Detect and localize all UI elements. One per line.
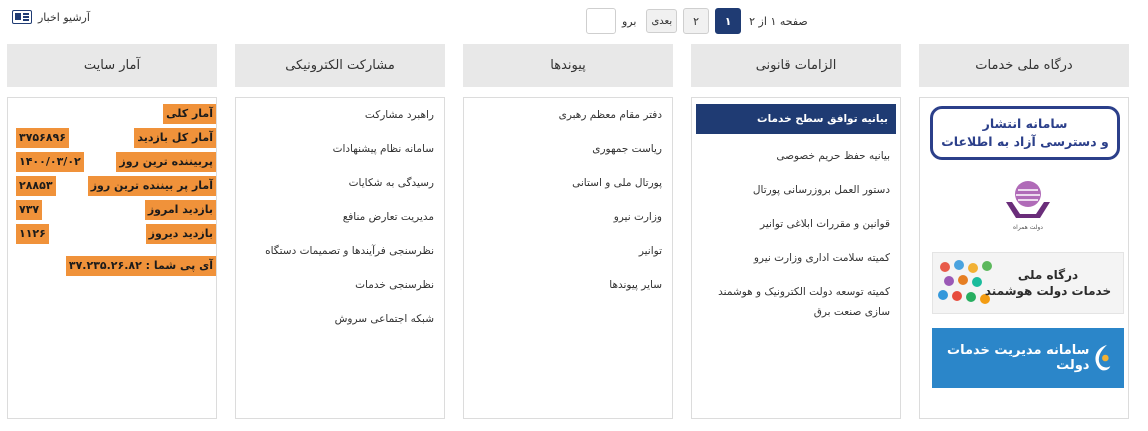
stats-heading: آمار کلی: [163, 104, 216, 124]
list-item[interactable]: بیانیه حفظ حریم خصوصی: [776, 150, 890, 162]
participation-list-panel: [235, 97, 445, 419]
smart-banner-line2: خدمات دولت هوشمند: [984, 284, 1112, 298]
column-title: مشارکت الکترونیکی: [235, 44, 445, 87]
column-site-stats: [7, 44, 217, 419]
list-item[interactable]: دفتر مقام معظم رهبری: [558, 109, 662, 121]
smart-government-banner[interactable]: [932, 252, 1124, 314]
stat-label: بازدید امروز: [145, 200, 216, 220]
list-item[interactable]: سایر پیوندها: [609, 279, 662, 291]
column-title: پیوندها: [463, 44, 673, 87]
legal-list: [692, 98, 900, 322]
column-e-participation: [235, 44, 445, 419]
swirl-logo-icon: [1089, 338, 1114, 378]
goto-page-input[interactable]: [586, 8, 616, 34]
stat-label: پربیننده ترین روز: [116, 152, 216, 172]
banner-panel: [919, 97, 1129, 419]
ip-row: [8, 256, 216, 276]
list-item[interactable]: دستور العمل بروزرسانی پورتال: [752, 184, 890, 196]
list-item[interactable]: بیانیه توافق سطح خدمات: [696, 104, 896, 134]
stat-row: [8, 176, 216, 196]
stat-value: ۲۸۸۵۳: [16, 176, 56, 196]
stat-row: [8, 128, 216, 148]
list-item[interactable]: شبکه اجتماعی سروش: [334, 313, 434, 325]
stat-value: ۳۷۵۶۸۹۶: [16, 128, 69, 148]
stat-label: آمار پر بیننده ترین روز: [88, 176, 216, 196]
stat-value: ۱۱۲۶: [16, 224, 49, 244]
stat-value: ۱۴۰۰/۰۳/۰۲: [16, 152, 84, 172]
stat-label: بازدید دیروز: [146, 224, 216, 244]
list-item[interactable]: قوانین و مقررات ابلاغی توانیر: [760, 218, 890, 230]
news-archive-link[interactable]: [12, 10, 90, 24]
newspaper-icon: [12, 10, 32, 24]
stat-row: [8, 200, 216, 220]
participation-list: [236, 98, 444, 329]
list-item[interactable]: ریاست جمهوری: [592, 143, 662, 155]
next-page-button[interactable]: بعدی: [646, 9, 677, 33]
links-list-panel: [463, 97, 673, 419]
list-item[interactable]: پورتال ملی و استانی: [572, 177, 662, 189]
list-item[interactable]: راهبرد مشارکت: [364, 109, 434, 121]
news-archive-label: آرشیو اخبار: [38, 10, 90, 24]
list-item[interactable]: مدیریت تعارض منافع: [342, 211, 434, 223]
column-links: [463, 44, 673, 419]
stats-heading-row: [8, 104, 216, 124]
list-item[interactable]: کمیته توسعه دولت الکترونیک و هوشمند سازی صنعت برق: [718, 286, 890, 318]
mobile-government-banner[interactable]: [1000, 178, 1056, 238]
stat-label: آمار کل بازدید: [134, 128, 216, 148]
mobile-government-logo-icon: [1000, 178, 1056, 222]
foia-banner[interactable]: [930, 106, 1120, 160]
foia-banner-line1: سامانه انتشار: [982, 116, 1068, 131]
page-1-button[interactable]: ۱: [715, 8, 741, 34]
column-national-portal: [919, 44, 1129, 419]
list-item[interactable]: کمیته سلامت اداری وزارت نیرو: [753, 252, 890, 264]
list-item[interactable]: توانیر: [638, 245, 662, 257]
stat-row: [8, 224, 216, 244]
links-list: [464, 98, 672, 295]
stats-list: [8, 98, 216, 276]
legal-list-panel: [691, 97, 901, 419]
goto-label[interactable]: برو: [622, 14, 637, 28]
list-item[interactable]: نظرسنجی فرآیندها و تصمیمات دستگاه: [265, 245, 434, 257]
page-info: صفحه ۱ از ۲: [749, 14, 808, 28]
smart-banner-line1: درگاه ملی: [1017, 268, 1079, 282]
stats-panel: [7, 97, 217, 419]
government-services-management-banner[interactable]: [932, 328, 1124, 388]
column-title: الزامات قانونی: [691, 44, 901, 87]
column-title: آمار سایت: [7, 44, 217, 87]
stat-value: ۷۳۷: [16, 200, 42, 220]
page-2-button[interactable]: ۲: [683, 8, 709, 34]
foia-banner-line2: و دسترسی آزاد به اطلاعات: [941, 134, 1109, 149]
gsm-banner-text: سامانه مدیریت خدمات دولت: [947, 343, 1090, 373]
list-item[interactable]: رسیدگی به شکایات: [348, 177, 434, 189]
stat-row: [8, 152, 216, 172]
list-item[interactable]: وزارت نیرو: [613, 211, 662, 223]
pagination: [586, 8, 808, 34]
user-ip: آی پی شما : ۳۷.۲۳۵.۲۶.۸۲: [66, 256, 216, 276]
mobile-government-caption: دولت همراه: [1013, 224, 1043, 231]
column-title: درگاه ملی خدمات: [919, 44, 1129, 87]
list-item[interactable]: نظرسنجی خدمات: [355, 279, 434, 291]
list-item[interactable]: سامانه نظام پیشنهادات: [332, 143, 434, 155]
column-legal-requirements: [691, 44, 901, 419]
